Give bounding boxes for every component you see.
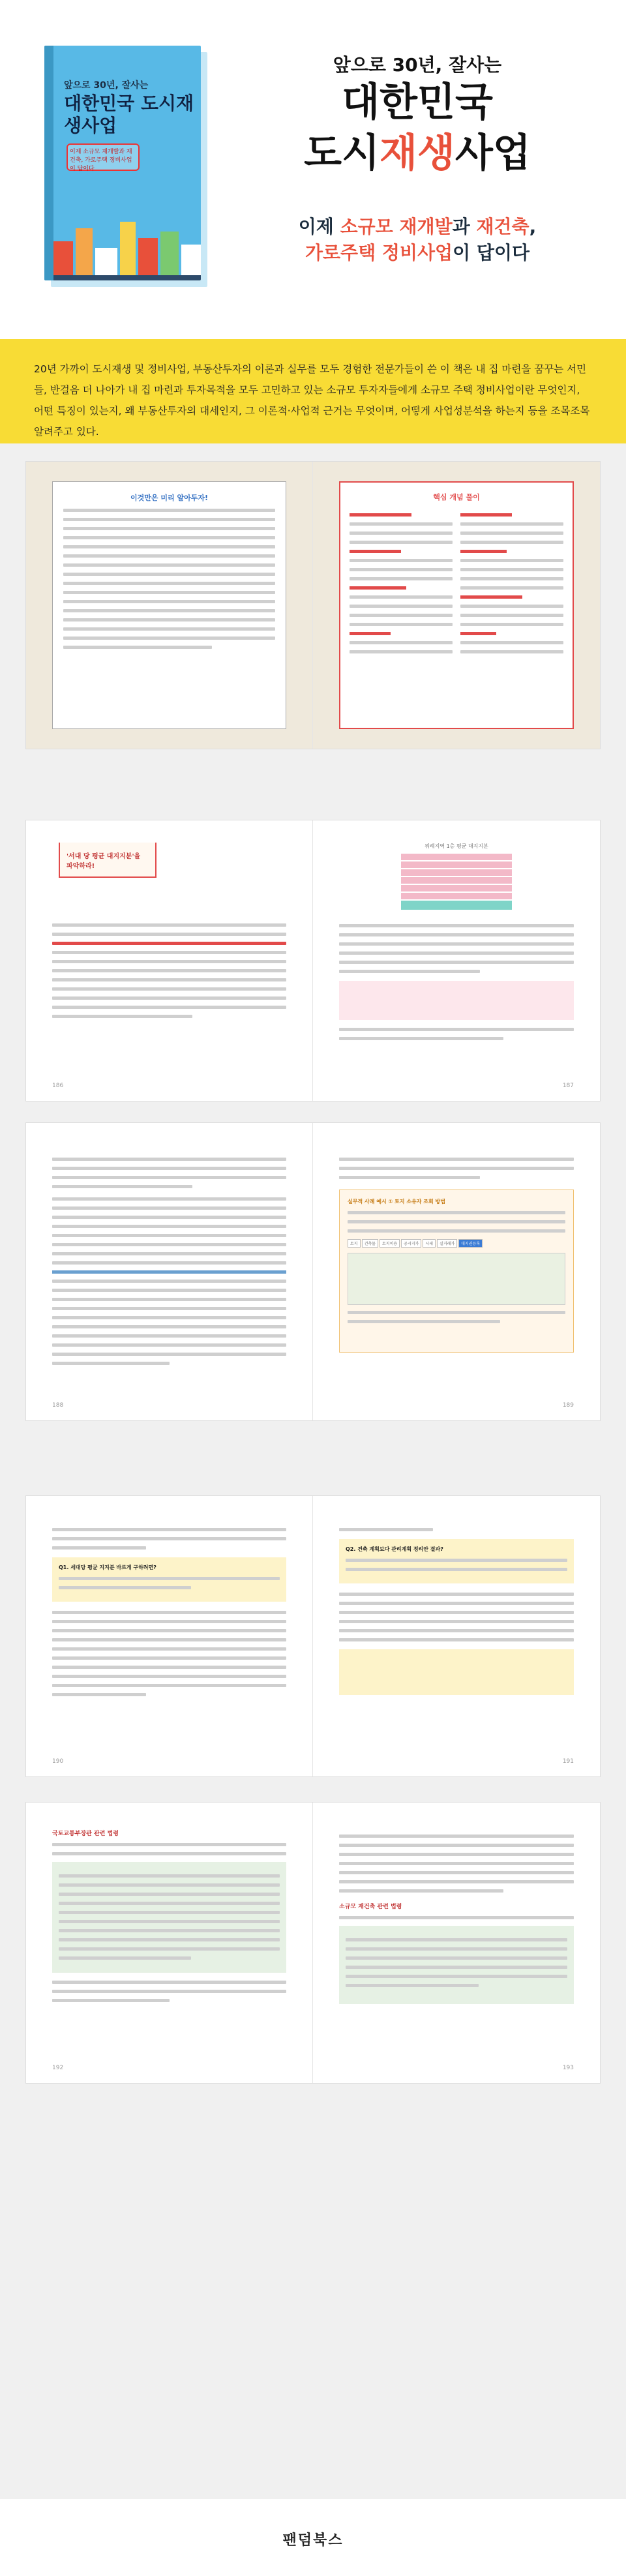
page-number-right: 187 bbox=[562, 1083, 574, 1089]
book-cover-title: 대한민국 도시재생사업 bbox=[64, 93, 194, 136]
book-cover-image bbox=[44, 46, 201, 280]
hero-tagline2-a: 가로주택 정비사업 bbox=[305, 242, 453, 263]
page-number-left: 190 bbox=[52, 1758, 64, 1765]
answer-box bbox=[339, 1649, 574, 1695]
intro-band bbox=[0, 339, 626, 443]
spread-3 bbox=[26, 1123, 600, 1420]
hero-tagline1-e: , bbox=[529, 216, 537, 237]
hero-title-line2 bbox=[235, 128, 600, 179]
hero-text bbox=[235, 51, 600, 266]
concept-box bbox=[339, 481, 574, 729]
spread-2-right-page bbox=[313, 820, 600, 1101]
hero-tagline1-d: 재건축 bbox=[476, 216, 529, 237]
law-box-1 bbox=[52, 1862, 286, 1973]
hero-tagline1 bbox=[235, 214, 600, 240]
hero-title-accent: 재생 bbox=[380, 130, 455, 176]
intro-box-title: 이것만은 미리 알아두자! bbox=[130, 494, 208, 502]
hero-tagline1-b: 소규모 재개발 bbox=[340, 216, 453, 237]
spread-1 bbox=[26, 462, 600, 749]
spread-1-right-page bbox=[313, 462, 600, 749]
tab-item[interactable]: 실거래가 bbox=[437, 1239, 457, 1248]
law-box-2 bbox=[339, 1926, 574, 2004]
footer bbox=[0, 2499, 626, 2576]
page-number-right: 189 bbox=[562, 1402, 574, 1409]
hero-title-part-a: 도시 bbox=[304, 130, 380, 176]
book-cover-illustration bbox=[53, 202, 201, 280]
hero-tagline1-c: 과 bbox=[452, 216, 477, 237]
question-1: Q1. 세대당 평균 지지분 바르게 구하려면? bbox=[59, 1565, 156, 1570]
tip-box-title: 실무적 사례 예시 ① 토지 소유자 조회 방법 bbox=[348, 1199, 445, 1205]
book-spine bbox=[44, 46, 53, 280]
spread-5 bbox=[26, 1803, 600, 2083]
hero-title-part-c: 사업 bbox=[455, 130, 531, 176]
question-box-2 bbox=[339, 1539, 574, 1583]
book-cover-tag: 이제 소규모 재개발과 재건축, 가로주택 정비사업이 답이다 bbox=[67, 143, 140, 171]
page-number-right: 191 bbox=[562, 1758, 574, 1765]
publisher-logo: 팬덤북스 bbox=[282, 2532, 344, 2549]
page-number-left: 192 bbox=[52, 2065, 64, 2071]
section-1-heading: 국토교통부장관 관련 법령 bbox=[52, 1831, 119, 1837]
intro-box bbox=[52, 481, 286, 729]
spread-3-left-page bbox=[26, 1123, 313, 1420]
page-number-left: 186 bbox=[52, 1083, 64, 1089]
hero-kicker: 앞으로 30년, 잘사는 bbox=[333, 54, 502, 76]
question-2: Q2. 건축 계획보다 관리계획 정리안 결과? bbox=[346, 1546, 443, 1552]
building-figure bbox=[401, 854, 512, 910]
spread-4-right-page bbox=[313, 1496, 600, 1776]
tab-item[interactable]: 시세 bbox=[423, 1239, 436, 1248]
land-info-tabs bbox=[348, 1239, 565, 1248]
intro-text: 20년 가까이 도시재생 및 정비사업, 부동산투자의 이론과 실무를 모두 경험한 전문가들이 쓴 이 책은 내 집 마련을 꿈꾸는 서민들, 반걸음 더 나아가 내 집 마련과 투자목적을 모두 고민하고 있는 소규모 투자자들에게 소규모 주택 정비사업이란 무엇인지, 어떤 특징이 있는지, 왜 부동산투자의 대세인지, 그 이론적·사업적 근거는 무엇이며, 어떻게 사업성분석을 하는지 등을 조목조목 알려주고 있다. bbox=[34, 363, 590, 438]
hero-tagline2 bbox=[235, 240, 600, 266]
hero-section bbox=[0, 0, 626, 339]
callout-box bbox=[59, 843, 156, 878]
tab-item[interactable]: 건축물 bbox=[362, 1239, 378, 1248]
tab-item[interactable]: 대지권등록 bbox=[458, 1239, 483, 1248]
tab-item[interactable]: 토지 bbox=[348, 1239, 361, 1248]
book-cover-subtitle: 앞으로 30년, 잘사는 bbox=[64, 80, 149, 91]
spread-4 bbox=[26, 1496, 600, 1776]
page-number-left: 188 bbox=[52, 1402, 64, 1409]
spread-5-right-page bbox=[313, 1803, 600, 2083]
hero-tagline1-a: 이제 bbox=[298, 216, 340, 237]
tab-item[interactable]: 공시지가 bbox=[401, 1239, 421, 1248]
page-number-right: 193 bbox=[562, 2065, 574, 2071]
map-screenshot bbox=[348, 1253, 565, 1305]
spread-1-left-page bbox=[26, 462, 313, 749]
spread-2-left-page bbox=[26, 820, 313, 1101]
hero-tagline2-b: 이 답이다 bbox=[453, 242, 530, 263]
spread-2 bbox=[26, 820, 600, 1101]
question-box-1 bbox=[52, 1557, 286, 1602]
hero-title-line1: 대한민국 bbox=[342, 80, 493, 125]
spread-4-left-page bbox=[26, 1496, 313, 1776]
formula-box bbox=[339, 981, 574, 1020]
callout-text: '서대 당 평균 대지지분'을 파악하라! bbox=[67, 853, 141, 870]
figure-caption: 위례지역 1층 평균 대지지분 bbox=[425, 843, 488, 849]
tip-box bbox=[339, 1190, 574, 1353]
spread-3-right-page bbox=[313, 1123, 600, 1420]
section-2-heading: 소규모 재건축 관련 법령 bbox=[339, 1904, 402, 1910]
tab-item[interactable]: 토지이용 bbox=[380, 1239, 400, 1248]
preview-pages bbox=[0, 443, 626, 2499]
concept-box-title: 핵심 개념 풀이 bbox=[433, 493, 480, 502]
spread-5-left-page bbox=[26, 1803, 313, 2083]
